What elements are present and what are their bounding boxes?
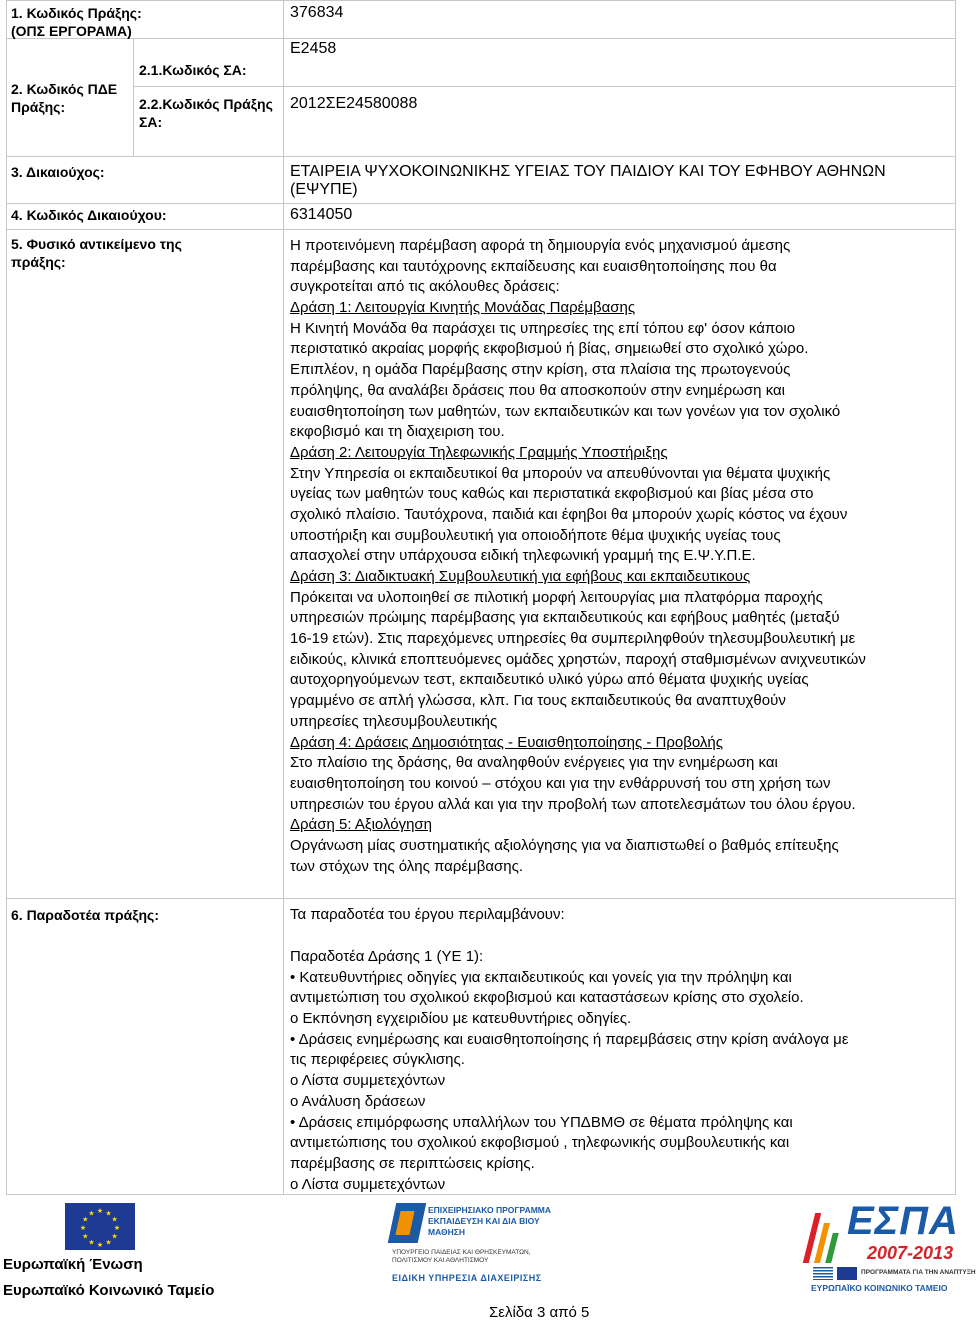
- field-3-label: 3. Δικαιούχος:: [11, 164, 105, 180]
- row-sep-4: [6, 229, 956, 230]
- s5-line-5: περιστατικό ακραίας μορφής εκφοβισμού ή βίας, σημειωθεί στο σχολικό χώρο.: [290, 340, 809, 358]
- field-4-label: 4. Κωδικός Δικαιούχου:: [11, 207, 167, 223]
- s5-line-22: γραμμένο σε απλή γλώσσα, κλπ. Για τους εκπαιδευτικούς θα αναπτυχθούν: [290, 692, 786, 710]
- greek-flag-icon: [813, 1267, 833, 1280]
- svg-text:★: ★: [79, 1224, 87, 1232]
- s5-line-30: των στόχων της όλης παρέμβασης.: [290, 857, 523, 875]
- op-logo-title: ΕΠΙΧΕΙΡΗΣΙΑΚΟ ΠΡΟΓΡΑΜΜΑ ΕΚΠΑΙΔΕΥΣΗ ΚΑΙ ΔΙΑ ΒΙΟΥ ΜΑΘΗΣΗ: [428, 1205, 552, 1237]
- s5-line-27: υπηρεσιών του έργου αλλά και για την προβολή των αποτελεσμάτων του όλου έργου.: [290, 795, 856, 813]
- field-6-label: 6. Παραδοτέα πράξης:: [11, 907, 159, 923]
- s5-line-10: Δράση 2: Λειτουργία Τηλεφωνικής Γραμμής Υποστήριξης: [290, 443, 668, 461]
- s5-line-9: εκφοβισμό και τη διαχειριση του.: [290, 423, 505, 441]
- eu-union-label: Ευρωπαϊκή Ένωση: [3, 1256, 143, 1273]
- svg-text:★: ★: [105, 1238, 112, 1247]
- s5-line-7: πρόληψης, θα αναλάβει δράσεις που θα αποσκοπούν στην ενημέρωση και: [290, 381, 786, 399]
- s6-line-11: ο Λίστα συμμετεχόντων: [290, 1175, 446, 1193]
- s5-line-8: ευαισθητοποίηση των μαθητών, των εκπαιδευτικών και των γονέων για τον σχολικό: [290, 402, 841, 420]
- s5-line-20: ειδικούς, κλινικά εποπτευόμενες ομάδες χρηστών, παροχή σταθμισμένων ανιχνευτικών: [290, 650, 866, 668]
- s5-line-1: παρέμβασης και ταυτόχρονης εκπαίδευσης και ευαισθητοποίησης που θα: [290, 257, 777, 275]
- svg-text:★: ★: [82, 1232, 89, 1241]
- field-5-label: 5. Φυσικό αντικείμενο της πράξης:: [11, 236, 182, 270]
- field-2-1-label: 2.1.Κωδικός ΣΑ:: [139, 62, 247, 78]
- svg-text:★: ★: [82, 1215, 89, 1224]
- s6-line-9: αντιμετώπισης του σχολικού εκφοβισμού , τηλεφωνικής συμβουλευτικής και: [290, 1134, 790, 1152]
- s6-line-10: παρέμβασης σε περιπτώσεις κρίσης.: [290, 1154, 535, 1172]
- field-1-label: 1. Κωδικός Πράξης: (ΟΠΣ ΕΡΓΟΡΑΜΑ): [11, 5, 142, 39]
- row-sep-2: [6, 156, 956, 157]
- s6-line-2: αντιμετώπιση του σχολικού εκφοβισμού και καταστάσεων κρίσης στο σχολείο.: [290, 989, 804, 1007]
- svg-text:★: ★: [96, 1241, 104, 1249]
- s6-line-0: Παραδοτέα Δράσης 1 (ΥΕ 1):: [290, 948, 484, 965]
- espa-slogan: ΠΡΟΓΡΑΜΜΑΤΑ ΓΙΑ ΤΗΝ ΑΝΑΠΤΥΞΗ: [861, 1269, 976, 1276]
- s5-line-16: Δράση 3: Διαδικτυακή Συμβουλευτική για εφήβους και εκπαιδευτικους: [290, 568, 751, 585]
- field-2-2-label: 2.2.Κωδικός Πράξης ΣΑ:: [139, 96, 273, 130]
- s5-line-4: Η Κινητή Μονάδα θα παράσχει τις υπηρεσίες της επί τόπου εφ' όσον κάποιο: [290, 319, 796, 337]
- eu-fund-label: Ευρωπαϊκό Κοινωνικό Ταμείο: [3, 1282, 215, 1299]
- s6-line-3: ο Εκπόνηση εγχειριδίου με κατευθυντήριες οδηγίες.: [290, 1010, 632, 1028]
- s6-line-7: ο Ανάλυση δράσεων: [290, 1092, 426, 1110]
- s6-line-1: • Κατευθυντήριες οδηγίες για εκπαιδευτικούς και γονείς για την πρόληψη και: [290, 968, 792, 986]
- field-2-1-value: Ε2458: [290, 40, 337, 57]
- s5-line-0: Η προτεινόμενη παρέμβαση αφορά τη δημιουργία ενός μηχανισμού άμεσης: [290, 237, 791, 254]
- s5-line-19: 16-19 ετών). Στις παρεχόμενες υπηρεσίες θα συμπεριληφθούν τηλεσυμβουλευτική με: [290, 630, 856, 648]
- row-sep-1: [6, 38, 956, 39]
- espa-bar-green: [825, 1233, 838, 1263]
- field-3-value: ΕΤΑΙΡΕΙΑ ΨΥΧΟΚΟΙΝΩΝΙΚΗΣ ΥΓΕΙΑΣ ΤΟΥ ΠΑΙΔΙΟΥ ΚΑΙ ΤΟΥ ΕΦΗΒΟΥ ΑΘΗΝΩΝ (ΕΨΥΠΕ): [290, 163, 886, 198]
- svg-text:★: ★: [88, 1238, 95, 1247]
- espa-logo-title: ΕΣΠΑ: [847, 1199, 959, 1243]
- s5-line-2: συγκροτείται από τις ακόλουθες δράσεις:: [290, 278, 560, 296]
- s5-line-17: Πρόκειται να υλοποιηθεί σε πιλοτική μορφή λειτουργίας μια πλατφόρμα παροχής: [290, 588, 823, 606]
- s6-line-4: • Δράσεις ενημέρωσης και ευαισθητοποίησης ή παρεμβάσεις στην κρίση ανάλογα με: [290, 1030, 849, 1048]
- s5-line-6: Επιπλέον, η ομάδα Παρέμβασης στην κρίση, στα πλαίσια της πρωτογενούς: [290, 361, 791, 379]
- svg-text:★: ★: [88, 1209, 95, 1218]
- espa-logo: [805, 1199, 976, 1293]
- s5-line-3: Δράση 1: Λειτουργία Κινητής Μονάδας Παρέμβασης: [290, 299, 636, 317]
- s5-line-11: Στην Υπηρεσία οι εκπαιδευτικοί θα μπορούν να απευθύνονται για θέματα ψυχικής: [290, 464, 831, 482]
- field-2-label: 2. Κωδικός ΠΔΕ Πράξης:: [11, 81, 118, 115]
- espa-logo-years: 2007-2013: [867, 1243, 954, 1263]
- page-number: Σελίδα 3 από 5: [489, 1304, 590, 1321]
- s6-line-5: τις περιφέρειες σύγκλισης.: [290, 1051, 465, 1069]
- s5-line-15: απασχολεί στην υπάρχουσα ειδική τηλεφωνική γραμμή της Ε.Ψ.Υ.Π.Ε.: [290, 547, 756, 565]
- s5-line-21: αυτοχορηγούμενων τεστ, εκπαιδευτικό υλικό γύρω από θέματα ψυχικής υγείας: [290, 671, 809, 689]
- s5-line-24: Δράση 4: Δράσεις Δημοσιότητας - Ευαισθητοποίησης - Προβολής: [290, 733, 723, 751]
- field-1-value: 376834: [290, 4, 344, 21]
- field-2-2-value: 2012ΣΕ24580088: [290, 95, 418, 112]
- field-4-value: 6314050: [290, 206, 353, 223]
- row-sep-3: [6, 203, 956, 204]
- s6-line-8: • Δράσεις επιμόρφωσης υπαλλήλων του ΥΠΔΒΜΘ σε θέματα πρόληψης και: [290, 1113, 793, 1131]
- field-6-title: Τα παραδοτέα του έργου περιλαμβάνουν:: [290, 906, 565, 923]
- s5-line-28: Δράση 5: Αξιολόγηση: [290, 816, 433, 834]
- s5-line-26: ευαισθητοποίηση του κοινού – στόχου και για την ενθάρρυνσή του στη χρήση των: [290, 774, 831, 792]
- row-sep-21: [133, 86, 956, 87]
- s5-line-14: υποστήριξη και συμβουλευτική για οποιοδήποτε θέμα ψυχικής υγείας τους: [290, 526, 781, 544]
- operational-programme-logo: [392, 1203, 570, 1289]
- s6-line-6: ο Λίστα συμμετεχόντων: [290, 1072, 446, 1090]
- s5-line-29: Οργάνωση μίας συστηματικής αξιολόγησης για να διαπιστωθεί ο βαθμός επίτευξης: [290, 836, 839, 854]
- svg-text:★: ★: [111, 1232, 118, 1241]
- espa-fund-label: ΕΥΡΩΠΑΪΚΟ ΚΟΙΝΩΝΙΚΟ ΤΑΜΕΙΟ: [811, 1283, 948, 1293]
- op-logo-unit: ΕΙΔΙΚΗ ΥΠΗΡΕΣΙΑ ΔΙΑΧΕΙΡΙΣΗΣ: [392, 1273, 542, 1283]
- svg-text:★: ★: [96, 1207, 104, 1215]
- s5-line-23: υπηρεσίες τηλεσυμβουλευτικής: [290, 712, 498, 730]
- svg-text:★: ★: [105, 1209, 112, 1218]
- s5-line-18: υπηρεσιών πρώιμης παρέμβασης για εκπαιδευτικούς και εφήβους μαθητές (μεταξύ: [290, 609, 840, 627]
- s5-line-25: Στο πλαίσιο της δράσης, θα αναληφθούν ενέργειες για την ενημέρωση και: [290, 754, 778, 772]
- espa-logo-bars: [805, 1213, 843, 1263]
- s5-line-13: σχολικό πλαίσιο. Ταυτόχρονα, παιδιά και έφηβοι θα μπορούν χωρίς κόστος να έχουν: [290, 505, 848, 523]
- eu-mini-flag-icon: [837, 1267, 857, 1280]
- s5-line-12: υγείας των μαθητών τους καθώς και περιστατικά εκφοβισμού και βίας μέσα στο: [290, 485, 814, 503]
- eu-flag-icon: [65, 1203, 135, 1250]
- field-5-description: [290, 236, 866, 877]
- svg-text:★: ★: [113, 1224, 121, 1232]
- field-6-deliverables: [290, 947, 849, 1195]
- svg-text:★: ★: [111, 1215, 118, 1224]
- table-divider-main: [283, 0, 284, 1195]
- op-logo-ministry: ΥΠΟΥΡΓΕΙΟ ΠΑΙΔΕΙΑΣ ΚΑΙ ΘΡΗΣΚΕΥΜΑΤΩΝ, ΠΟΛΙΤΙΣΜΟΥ ΚΑΙ ΑΘΛΗΤΙΣΜΟΥ: [392, 1249, 531, 1264]
- row-sep-5: [6, 898, 956, 899]
- table-divider-sub: [133, 38, 134, 156]
